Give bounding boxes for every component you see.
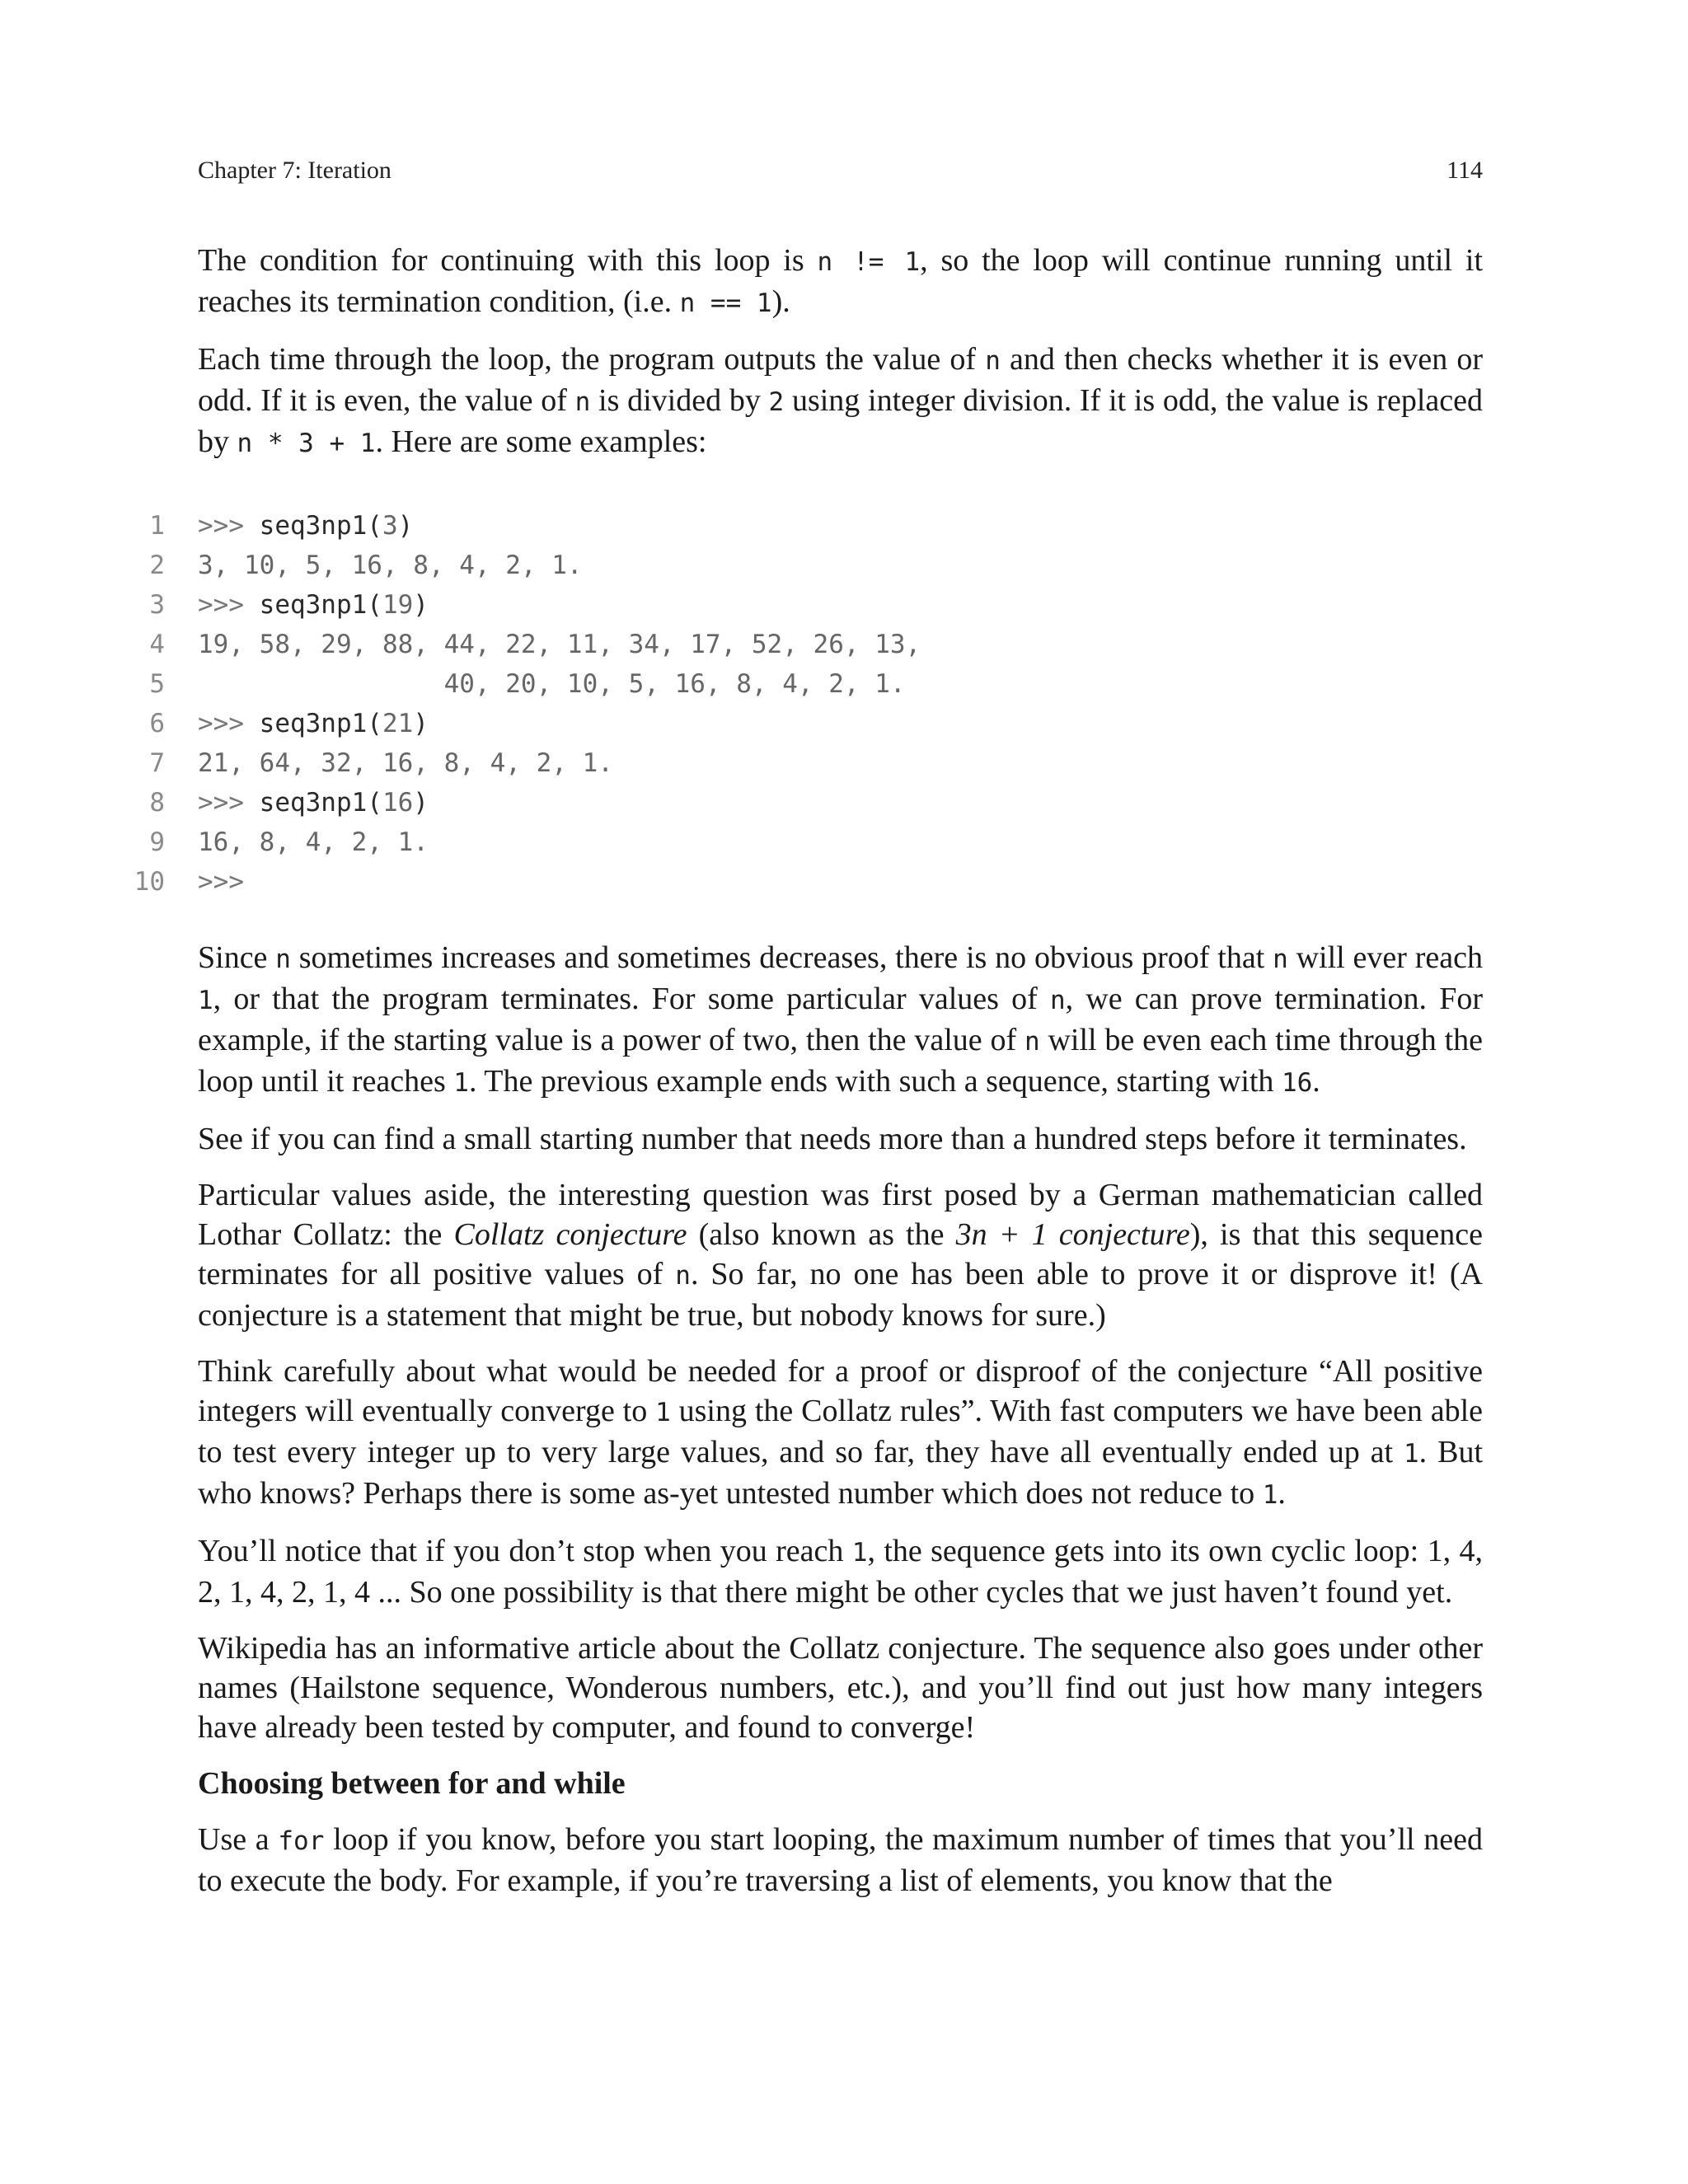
line-number: 10 <box>134 867 165 897</box>
line-number: 5 <box>149 669 165 699</box>
paragraph-termination: Since n sometimes increases and sometimes decreases, there is no obvious proof that n will ever reach 1, or that the program terminates. For some particular values of n, we can prove termination. For example, if the starting value is a power of two, then the value of n will be even each time through the loop until it reaches 1. The previous example ends with such a sequence, starting with 16. <box>198 940 1483 1099</box>
inline-code: 1 <box>1404 1439 1419 1469</box>
inline-code: n <box>1024 1027 1040 1057</box>
line-number: 2 <box>149 551 165 580</box>
inline-code: n * 3 + 1 <box>237 429 376 458</box>
paragraph-proof: Think carefully about what would be needed for a proof or disproof of the conjecture “All positive integers will eventually converge to 1 using the Collatz rules”. With fast computers we have been able to test every integer up to very large values, and so far, they have all eventually ended up at 1. But who knows? Perhaps there is some as-yet untested number which does not reduce to 1. <box>198 1354 1483 1511</box>
code-text: >>> seq3np1(21) <box>198 709 429 738</box>
text-block-bottom <box>198 938 1483 1917</box>
inline-code: 2 <box>768 387 785 417</box>
line-number: 8 <box>149 788 165 818</box>
paragraph-collatz-conjecture: Particular values aside, the interesting question was first posed by a German mathematician called Lothar Collatz: the Collatz conjecture (also known as the 3n + 1 conjecture), is that this sequence terminates for all positive values of n. So far, no one has been able to prove it or disprove it! (A conjecture is a statement that might be true, but nobody knows for sure.) <box>198 1178 1484 1333</box>
line-number: 7 <box>149 748 165 778</box>
inline-code: n <box>574 387 591 417</box>
inline-code: n == 1 <box>679 288 772 318</box>
paragraph-cycles: You’ll notice that if you don’t stop when you reach 1, the sequence gets into its own cyclic loop: 1, 4, 2, 1, 4, 2, 1, 4 ... So one possibility is that there might be other cycles that we just haven’t found yet. <box>198 1534 1483 1610</box>
section-heading: Choosing between for and while <box>198 1766 626 1801</box>
line-number: 3 <box>149 590 165 620</box>
code-text: 21, 64, 32, 16, 8, 4, 2, 1. <box>198 748 613 778</box>
inline-code: 1 <box>1262 1480 1278 1510</box>
code-text: 19, 58, 29, 88, 44, 22, 11, 34, 17, 52, 26, 13, <box>198 630 921 659</box>
code-text: 40, 20, 10, 5, 16, 8, 4, 2, 1. <box>198 669 906 699</box>
code-text: >>> seq3np1(19) <box>198 590 429 620</box>
text-block-top <box>198 241 1483 480</box>
paragraph-exercise: See if you can find a small starting number that needs more than a hundred steps before it terminates. <box>198 1122 1467 1156</box>
inline-code: n <box>675 1261 691 1291</box>
line-number: 6 <box>149 709 165 738</box>
inline-code: n <box>275 944 291 974</box>
line-number: 4 <box>149 630 165 659</box>
inline-code: for <box>278 1826 325 1856</box>
paragraph-loop-condition: The condition for continuing with this loop is n != 1, so the loop will continue running until it reaches its termination condition, (i.e. n == 1). <box>198 243 1483 319</box>
inline-code: n <box>1273 944 1288 974</box>
inline-code: 1 <box>851 1538 868 1568</box>
code-text: >>> seq3np1(3) <box>198 511 414 541</box>
inline-code: n != 1 <box>817 247 921 277</box>
line-number: 1 <box>149 511 165 541</box>
code-text: >>> seq3np1(16) <box>198 788 429 818</box>
page-number: 114 <box>1447 157 1483 184</box>
inline-code: 1 <box>198 986 213 1015</box>
paragraph-wikipedia: Wikipedia has an informative article about the Collatz conjecture. The sequence also goes under other names (Hailstone sequence, Wonderous numbers, etc.), and you’ll find out just how many integers have already been tested by computer, and found to converge! <box>198 1631 1483 1745</box>
code-text: >>> <box>198 867 244 897</box>
running-header-chapter: Chapter 7: Iteration <box>198 157 392 184</box>
inline-code: 16 <box>1281 1068 1313 1098</box>
line-number: 9 <box>149 827 165 857</box>
paragraph-loop-body: Each time through the loop, the program outputs the value of n and then checks whether it is even or odd. If it is even, the value of n is divided by 2 using integer division. If it is odd, the value is replaced by n * 3 + 1. Here are some examples: <box>198 342 1483 459</box>
inline-code: n <box>1049 986 1066 1015</box>
paragraph-for-vs-while: Use a for loop if you know, before you start looping, the maximum number of times that you’ll need to execute the body. For example, if you’re traversing a list of elements, you know that the <box>198 1822 1483 1898</box>
inline-code: n <box>985 346 1001 376</box>
code-text: 3, 10, 5, 16, 8, 4, 2, 1. <box>198 551 583 580</box>
inline-code: 1 <box>453 1068 469 1098</box>
code-text: 16, 8, 4, 2, 1. <box>198 827 429 857</box>
inline-code: 1 <box>655 1398 671 1427</box>
